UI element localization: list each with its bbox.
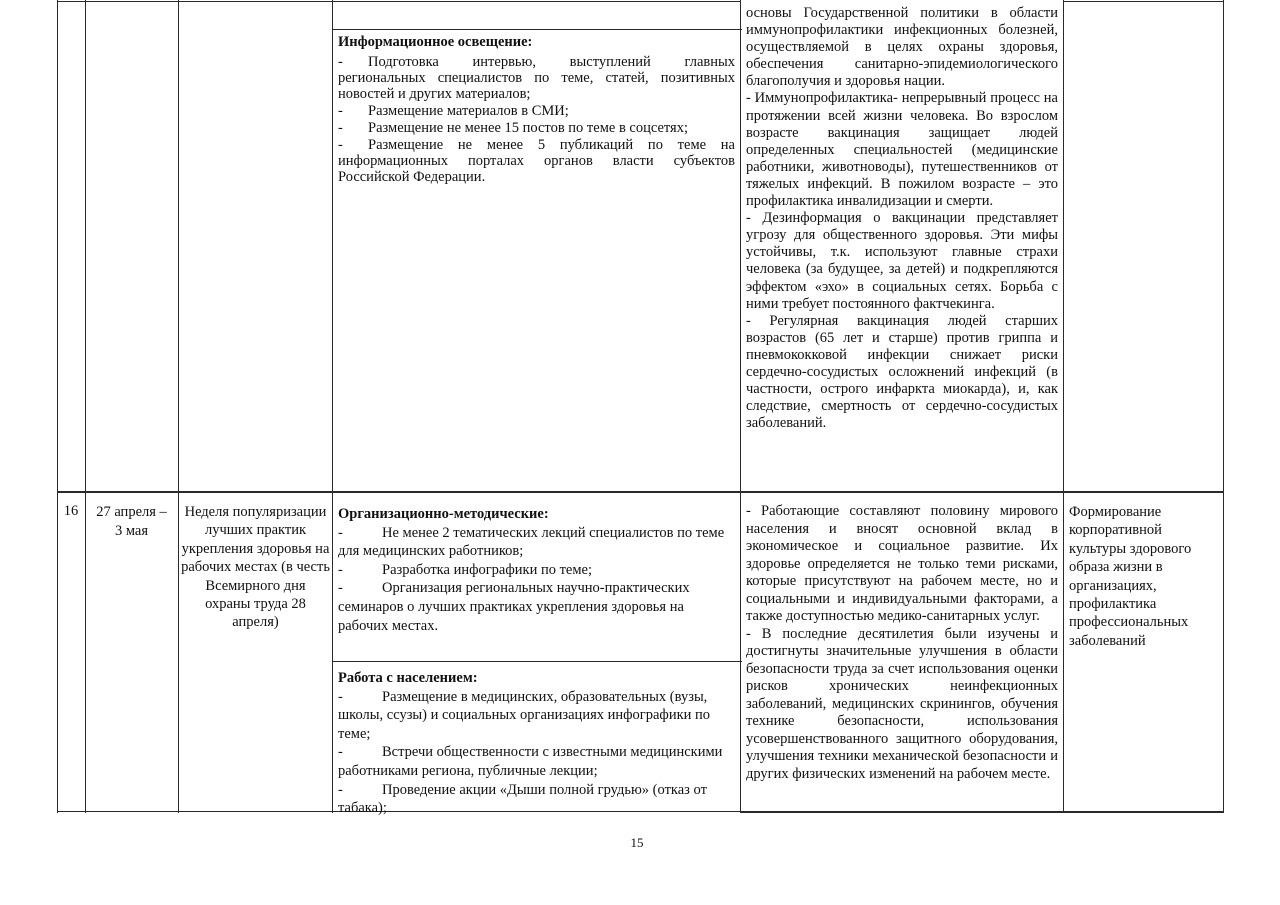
activity-text: Разработка инфографики по теме; xyxy=(382,561,593,578)
table-border-col3 xyxy=(332,0,333,813)
bullet-dash: - xyxy=(338,580,343,597)
week-name-cell: Неделя популяризации лучших практик укрепления здоровья на рабочих местах (в честь Всемирного дня охраны труда 28 апреля) xyxy=(181,504,330,631)
bullet-dash: - xyxy=(338,744,343,761)
activity-item xyxy=(338,54,735,102)
continuation-activities-cell xyxy=(338,34,735,186)
row16-description-cell xyxy=(746,503,1058,783)
page-number: 15 xyxy=(630,835,644,850)
activity-item xyxy=(338,137,735,185)
table-border-col4 xyxy=(740,0,741,813)
activity-text: Организация региональных научно-практических семинаров о лучших практиках укрепления здоровья на рабочих местах. xyxy=(338,580,690,634)
activity-item xyxy=(338,561,735,580)
expected-outcome-cell: Формирование корпоративной культуры здорового образа жизни в организациях, профилактика профессиональных заболеваний xyxy=(1069,504,1192,649)
date-line1: 27 апреля – xyxy=(96,504,167,520)
table-border-col2 xyxy=(178,0,179,813)
activities-heading: Работа с населением: xyxy=(338,670,478,686)
activity-item xyxy=(338,781,735,818)
activities-heading: Информационное освещение: xyxy=(338,34,533,50)
activity-text: Размещение в медицинских, образовательных (вузы, школы, ссузы) и социальных организациях инфографики по теме; xyxy=(338,688,711,742)
description-paragraph: - В последние десятилетия были изучены и достигнуты значительные улучшения в области безопасности труда за счет использования оценки рисков хронических неинфекционных заболеваний, медицинских скринингов, обучения технике безопасности, использования усовершенствованного защитного оборудования, улучшения техники механической безопасности и других физических изменений на рабочем месте. xyxy=(746,625,1058,782)
activity-item xyxy=(338,103,735,119)
bullet-dash: - xyxy=(338,103,343,119)
row-number-cell: 16 xyxy=(63,503,79,519)
activity-item xyxy=(338,743,735,780)
activity-text: Размещение материалов в СМИ; xyxy=(368,103,569,119)
activity-item xyxy=(338,579,735,635)
activity-text: Не менее 2 тематических лекций специалистов по теме для медицинских работников; xyxy=(338,524,725,560)
activities-block-organizational xyxy=(338,505,735,635)
row16-top-border xyxy=(57,491,1224,493)
activities-subcell-divider-row16 xyxy=(332,661,742,662)
continuation-description-cell xyxy=(746,5,1058,432)
activities-subcell-divider-top xyxy=(332,29,742,30)
description-paragraph: - Иммунопрофилактика- непрерывный процесс на протяжении всей жизни человека. Во взрослом возрасте вакцинация защищает людей определенных специальностей (медицинские работники, животноводы), путешественников от тяжелых инфекций. В пожилом возрасте – это профилактика инвалидизации и смерти. xyxy=(746,90,1058,210)
description-paragraph: - Работающие составляют половину мирового населения и вносят основной вклад в экономическое и социальное развитие. Их здоровье определяется не только теми рисками, которые присутствуют на рабочем месте, но и социальными и индивидуальными факторами, а также доступностью медико-санитарных услуг. xyxy=(746,503,1058,624)
bullet-dash: - xyxy=(338,120,343,136)
table-border-top-left xyxy=(57,1,741,2)
bullet-dash: - xyxy=(338,561,343,578)
activity-text: Встречи общественности с известными медицинскими работниками региона, публичные лекции; xyxy=(338,744,723,779)
activity-text: Размещение не менее 5 публикаций по теме на информационных порталах органов власти субъектов Российской Федерации. xyxy=(338,137,735,185)
activity-text: Проведение акции «Дыши полной грудью» (отказ от табака); xyxy=(338,781,707,817)
table-border-top-right xyxy=(1063,1,1224,2)
date-line2: 3 мая xyxy=(114,522,149,539)
table-border-bottom-right xyxy=(740,811,1224,813)
description-paragraph: - Регулярная вакцинация людей старших возрастов (65 лет и старше) против гриппа и пневмококковой инфекции снижает риски сердечно-сосудистых осложнений инфекций (в частности, острого инфаркта миокарда), и, как следствие, смертность от сердечно-сосудистых заболеваний. xyxy=(746,312,1058,432)
bullet-dash: - xyxy=(338,781,343,798)
activity-text: Подготовка интервью, выступлений главных региональных специалистов по теме, статей, позитивных новостей и других материалов; xyxy=(338,54,735,102)
activity-item xyxy=(338,120,735,136)
activity-item xyxy=(338,688,735,744)
table-border-col5 xyxy=(1063,0,1064,813)
description-paragraph: основы Государственной политики в области иммунопрофилактики инфекционных болезней, осуществляемой в целях охраны здоровья, обеспечения санитарно-эпидемиологического благополучия и здоровья нации. xyxy=(746,5,1058,90)
description-paragraph: - Дезинформация о вакцинации представляет угрозу для общественного здоровья. Эти мифы устойчивы, т.к. используют главные страхи человека (за будущее, за детей) и подкрепляются эффектом «эхо» в социальных сетях. Борьба с ними требует постоянного фактчекинга. xyxy=(746,210,1058,312)
bullet-dash: - xyxy=(338,524,343,541)
date-cell xyxy=(83,503,180,540)
bullet-dash: - xyxy=(338,54,343,70)
activities-heading: Организационно-методические: xyxy=(338,506,549,522)
table-border-col1 xyxy=(85,0,86,813)
bullet-dash: - xyxy=(338,137,343,153)
table-border-left xyxy=(57,0,58,813)
activities-block-population xyxy=(338,669,735,818)
table-border-right xyxy=(1223,0,1224,813)
activity-text: Размещение не менее 15 постов по теме в соцсетях; xyxy=(368,120,689,136)
plan-table xyxy=(57,0,1224,817)
bullet-dash: - xyxy=(338,688,343,705)
activity-item xyxy=(338,524,735,561)
